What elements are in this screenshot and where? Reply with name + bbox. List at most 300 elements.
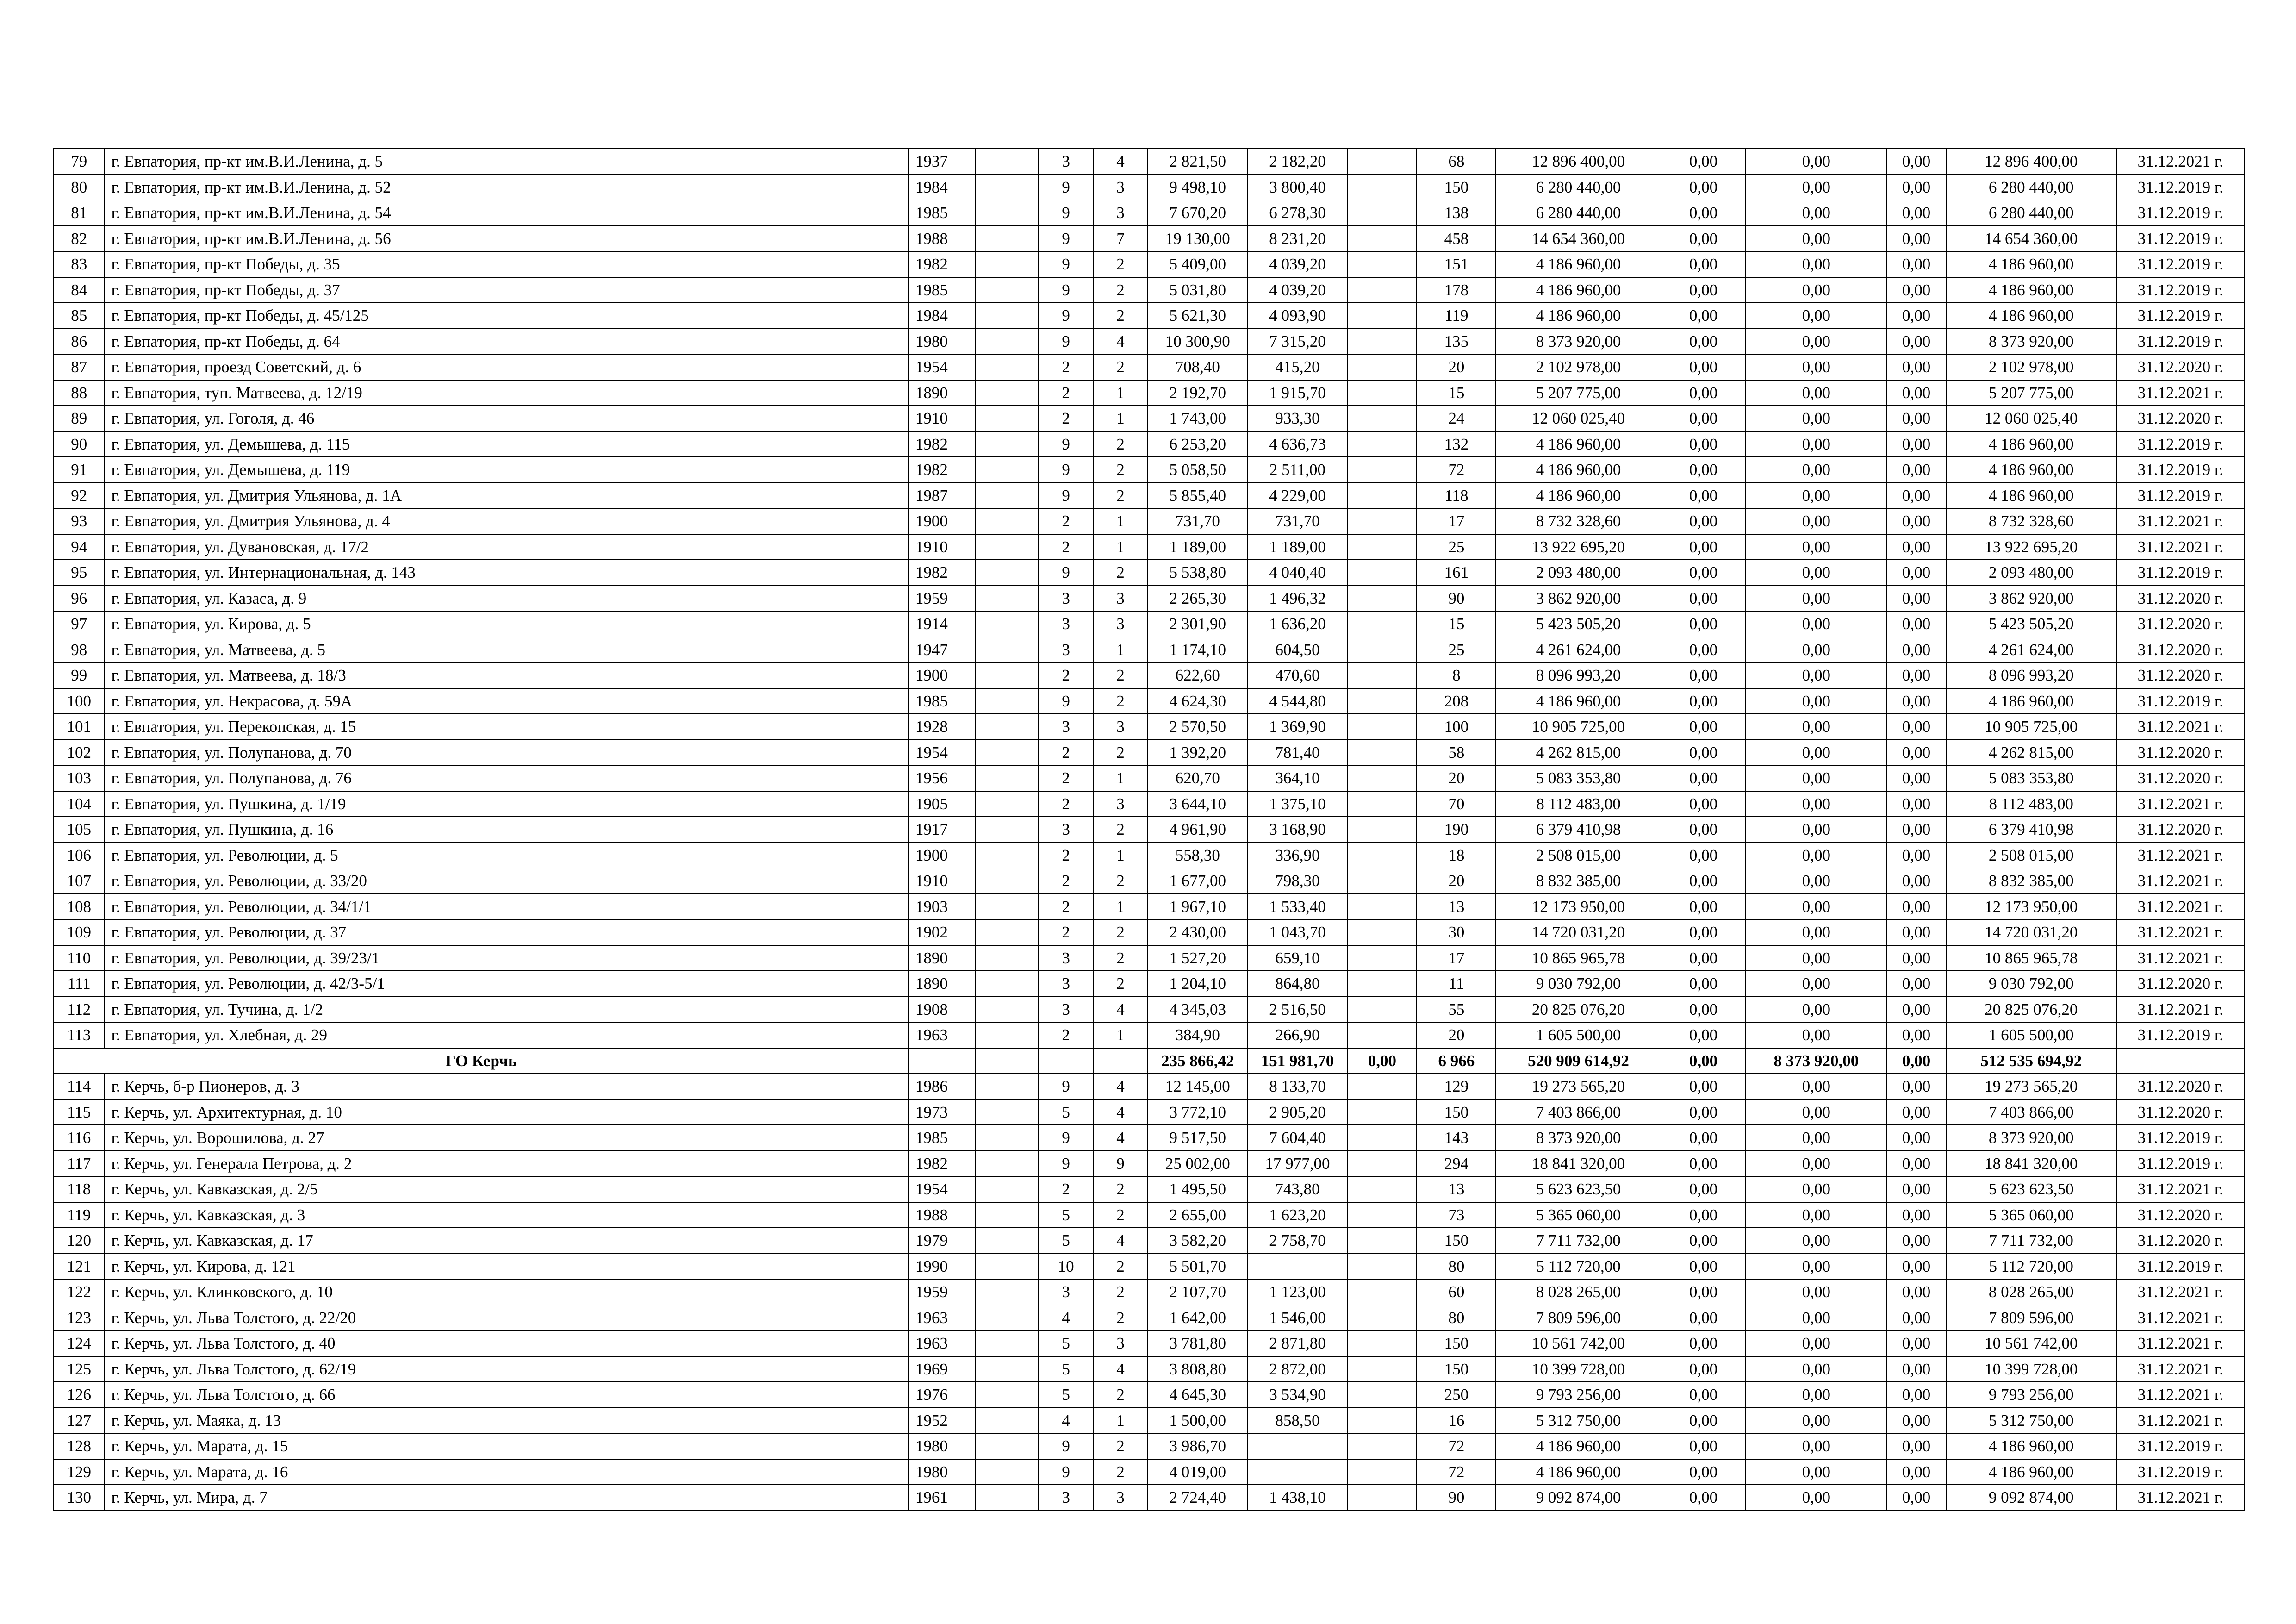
deadline-date-cell: 31.12.2019 г.	[2116, 277, 2245, 303]
table-row	[54, 354, 2245, 380]
amount-cell: 10 399 728,00	[1946, 1356, 2116, 1382]
year-cell: 1984	[908, 303, 975, 329]
table-row	[54, 431, 2245, 457]
blank-cell	[1347, 637, 1417, 663]
deadline-date-cell: 31.12.2021 г.	[2116, 1408, 2245, 1434]
residents-cell: 24	[1417, 406, 1496, 431]
row-number-cell: 116	[54, 1125, 104, 1151]
amount-cell: 4 186 960,00	[1946, 457, 2116, 483]
total-area-cell: 5 409,00	[1148, 251, 1248, 277]
blank-cell	[1347, 226, 1417, 252]
year-cell: 1903	[908, 894, 975, 920]
living-area-cell: 1 496,32	[1248, 586, 1348, 612]
deadline-date-cell: 31.12.2019 г.	[2116, 1433, 2245, 1459]
blank-cell	[1347, 1125, 1417, 1151]
entrances-cell: 4	[1093, 1099, 1148, 1125]
row-number-cell: 82	[54, 226, 104, 252]
amount-cell: 0,00	[1661, 380, 1746, 406]
table-row	[54, 1022, 2245, 1048]
amount-cell: 0,00	[1887, 149, 1946, 175]
residents-cell: 15	[1417, 380, 1496, 406]
amount-cell: 0,00	[1661, 971, 1746, 997]
year-cell: 1954	[908, 354, 975, 380]
amount-cell: 5 423 505,20	[1946, 611, 2116, 637]
amount-cell: 0,00	[1887, 1254, 1946, 1280]
address-cell: г. Евпатория, ул. Хлебная, д. 29	[104, 1022, 908, 1048]
amount-cell: 0,00	[1887, 1099, 1946, 1125]
amount-cell: 0,00	[1661, 1254, 1746, 1280]
amount-cell: 0,00	[1746, 354, 1886, 380]
living-area-cell: 8 231,20	[1248, 226, 1348, 252]
living-area-cell: 364,10	[1248, 765, 1348, 791]
amount-cell: 0,00	[1887, 1459, 1946, 1485]
amount-cell: 4 186 960,00	[1946, 303, 2116, 329]
year-cell: 1969	[908, 1356, 975, 1382]
deadline-date-cell: 31.12.2021 г.	[2116, 380, 2245, 406]
total-cost-cell: 8 373 920,00	[1496, 329, 1661, 355]
total-cost-cell: 4 186 960,00	[1496, 483, 1661, 509]
amount-cell: 0,00	[1746, 637, 1886, 663]
amount-cell: 0,00	[1661, 175, 1746, 200]
entrances-cell: 1	[1093, 508, 1148, 534]
blank-cell	[1347, 919, 1417, 945]
year-cell: 1954	[908, 740, 975, 766]
address-cell: г. Керчь, ул. Льва Толстого, д. 22/20	[104, 1305, 908, 1331]
total-cost-cell: 14 654 360,00	[1496, 226, 1661, 252]
living-area-cell: 2 872,00	[1248, 1356, 1348, 1382]
entrances-cell: 2	[1093, 740, 1148, 766]
blank-cell	[975, 843, 1039, 868]
deadline-date-cell: 31.12.2021 г.	[2116, 149, 2245, 175]
blank-cell	[1347, 1485, 1417, 1511]
living-area-cell: 1 915,70	[1248, 380, 1348, 406]
entrances-cell: 4	[1093, 997, 1148, 1023]
entrances-cell: 1	[1093, 894, 1148, 920]
total-area-cell: 4 645,30	[1148, 1382, 1248, 1408]
blank-cell	[1347, 1228, 1417, 1254]
living-area-cell: 3 168,90	[1248, 817, 1348, 843]
blank-cell	[1347, 945, 1417, 971]
residents-cell: 20	[1417, 765, 1496, 791]
blank-cell	[975, 406, 1039, 431]
table-row	[54, 791, 2245, 817]
amount-cell: 0,00	[1746, 843, 1886, 868]
address-cell: г. Евпатория, ул. Революции, д. 34/1/1	[104, 894, 908, 920]
total-area-cell: 3 644,10	[1148, 791, 1248, 817]
deadline-date-cell: 31.12.2020 г.	[2116, 817, 2245, 843]
floors-cell: 3	[1039, 611, 1093, 637]
blank-cell	[1347, 1305, 1417, 1331]
amount-cell: 0,00	[1746, 919, 1886, 945]
address-cell: г. Евпатория, ул. Тучина, д. 1/2	[104, 997, 908, 1023]
address-cell: г. Евпатория, пр-кт им.В.И.Ленина, д. 54	[104, 200, 908, 226]
floors-cell: 2	[1039, 406, 1093, 431]
amount-cell: 6 280 440,00	[1946, 200, 2116, 226]
floors-cell: 3	[1039, 997, 1093, 1023]
row-number-cell: 95	[54, 560, 104, 586]
total-cost-cell: 12 173 950,00	[1496, 894, 1661, 920]
entrances-cell: 3	[1093, 175, 1148, 200]
amount-cell: 12 173 950,00	[1946, 894, 2116, 920]
total-area-cell: 3 808,80	[1148, 1356, 1248, 1382]
table-row	[54, 765, 2245, 791]
amount-cell: 0,00	[1661, 740, 1746, 766]
living-area-cell: 4 040,40	[1248, 560, 1348, 586]
blank-cell	[975, 226, 1039, 252]
deadline-date-cell: 31.12.2021 г.	[2116, 894, 2245, 920]
floors-cell: 5	[1039, 1228, 1093, 1254]
amount-cell: 0,00	[1746, 945, 1886, 971]
amount-cell: 5 083 353,80	[1946, 765, 2116, 791]
total-area-cell: 1 174,10	[1148, 637, 1248, 663]
blank-cell	[975, 149, 1039, 175]
amount-cell: 5 207 775,00	[1946, 380, 2116, 406]
address-cell: г. Евпатория, пр-кт Победы, д. 35	[104, 251, 908, 277]
row-number-cell: 127	[54, 1408, 104, 1434]
residents-cell: 20	[1417, 1022, 1496, 1048]
year-cell: 1982	[908, 431, 975, 457]
year-cell: 1986	[908, 1074, 975, 1099]
address-cell: г. Керчь, ул. Льва Толстого, д. 40	[104, 1330, 908, 1356]
year-cell: 1902	[908, 919, 975, 945]
residents-cell: 80	[1417, 1254, 1496, 1280]
amount-cell: 0,00	[1661, 251, 1746, 277]
entrances-cell: 2	[1093, 688, 1148, 714]
entrances-cell: 2	[1093, 1305, 1148, 1331]
address-cell: г. Евпатория, ул. Революции, д. 42/3-5/1	[104, 971, 908, 997]
living-area-cell: 1 123,00	[1248, 1279, 1348, 1305]
blank-cell	[1347, 1099, 1417, 1125]
living-area-cell	[1248, 1254, 1348, 1280]
amount-cell: 0,00	[1887, 817, 1946, 843]
total-cost-cell: 10 905 725,00	[1496, 714, 1661, 740]
total-area-cell: 2 724,40	[1148, 1485, 1248, 1511]
amount-cell: 0,00	[1661, 560, 1746, 586]
blank-cell	[1347, 843, 1417, 868]
table-row	[54, 277, 2245, 303]
deadline-date-cell: 31.12.2021 г.	[2116, 945, 2245, 971]
year-cell: 1980	[908, 1433, 975, 1459]
residents-cell: 72	[1417, 1433, 1496, 1459]
total-cost-cell: 6 280 440,00	[1496, 175, 1661, 200]
living-area-cell	[1248, 1433, 1348, 1459]
amount-cell: 0,00	[1746, 457, 1886, 483]
residents-cell: 190	[1417, 817, 1496, 843]
blank-cell	[1347, 971, 1417, 997]
amount-cell: 10 865 965,78	[1946, 945, 2116, 971]
total-cost-cell: 10 561 742,00	[1496, 1330, 1661, 1356]
entrances-cell: 3	[1093, 611, 1148, 637]
total-area-cell: 1 527,20	[1148, 945, 1248, 971]
amount-cell: 6 379 410,98	[1946, 817, 2116, 843]
blank-cell	[975, 1022, 1039, 1048]
entrances-cell: 2	[1093, 1459, 1148, 1485]
row-number-cell: 123	[54, 1305, 104, 1331]
living-area-cell: 743,80	[1248, 1176, 1348, 1202]
floors-cell: 9	[1039, 329, 1093, 355]
address-cell: г. Евпатория, ул. Некрасова, д. 59А	[104, 688, 908, 714]
amount-cell: 0,00	[1887, 431, 1946, 457]
amount-cell: 0,00	[1887, 277, 1946, 303]
floors-cell: 9	[1039, 431, 1093, 457]
amount-cell: 1 605 500,00	[1946, 1022, 2116, 1048]
total-cost-cell: 6 280 440,00	[1496, 200, 1661, 226]
housing-register-table	[53, 148, 2245, 1511]
total-cost-cell: 2 093 480,00	[1496, 560, 1661, 586]
amount-cell: 0,00	[1661, 354, 1746, 380]
year-cell: 1980	[908, 1459, 975, 1485]
table-row	[54, 1074, 2245, 1099]
total-cost-cell: 10 865 965,78	[1496, 945, 1661, 971]
group-blank-cell: 0,00	[1347, 1048, 1417, 1074]
row-number-cell: 126	[54, 1382, 104, 1408]
amount-cell: 8 112 483,00	[1946, 791, 2116, 817]
residents-cell: 58	[1417, 740, 1496, 766]
table-row	[54, 560, 2245, 586]
total-cost-cell: 12 060 025,40	[1496, 406, 1661, 431]
residents-cell: 17	[1417, 508, 1496, 534]
total-area-cell: 1 500,00	[1148, 1408, 1248, 1434]
blank-cell	[975, 251, 1039, 277]
deadline-date-cell: 31.12.2019 г.	[2116, 688, 2245, 714]
living-area-cell: 858,50	[1248, 1408, 1348, 1434]
address-cell: г. Евпатория, ул. Демышева, д. 119	[104, 457, 908, 483]
amount-cell: 0,00	[1746, 1459, 1886, 1485]
residents-cell: 250	[1417, 1382, 1496, 1408]
amount-cell: 0,00	[1746, 329, 1886, 355]
floors-cell: 2	[1039, 843, 1093, 868]
total-cost-cell: 12 896 400,00	[1496, 149, 1661, 175]
blank-cell	[975, 431, 1039, 457]
entrances-cell: 2	[1093, 277, 1148, 303]
deadline-date-cell: 31.12.2019 г.	[2116, 483, 2245, 509]
table-row	[54, 1408, 2245, 1434]
blank-cell	[975, 534, 1039, 560]
year-cell: 1982	[908, 560, 975, 586]
address-cell: г. Евпатория, ул. Перекопская, д. 15	[104, 714, 908, 740]
amount-cell: 0,00	[1661, 1382, 1746, 1408]
living-area-cell: 3 800,40	[1248, 175, 1348, 200]
amount-cell: 0,00	[1661, 868, 1746, 894]
entrances-cell: 2	[1093, 560, 1148, 586]
living-area-cell: 1 438,10	[1248, 1485, 1348, 1511]
row-number-cell: 103	[54, 765, 104, 791]
amount-cell: 0,00	[1661, 149, 1746, 175]
residents-cell: 11	[1417, 971, 1496, 997]
amount-cell: 0,00	[1746, 175, 1886, 200]
total-cost-cell: 5 423 505,20	[1496, 611, 1661, 637]
amount-cell: 0,00	[1887, 714, 1946, 740]
amount-cell: 4 186 960,00	[1946, 483, 2116, 509]
deadline-date-cell: 31.12.2021 г.	[2116, 508, 2245, 534]
amount-cell: 0,00	[1661, 997, 1746, 1023]
address-cell: г. Керчь, ул. Мира, д. 7	[104, 1485, 908, 1511]
total-cost-cell: 4 186 960,00	[1496, 457, 1661, 483]
deadline-date-cell: 31.12.2019 г.	[2116, 251, 2245, 277]
amount-cell: 0,00	[1746, 1202, 1886, 1228]
amount-cell: 9 793 256,00	[1946, 1382, 2116, 1408]
total-area-cell: 4 019,00	[1148, 1459, 1248, 1485]
address-cell: г. Керчь, ул. Клинковского, д. 10	[104, 1279, 908, 1305]
amount-cell: 0,00	[1887, 611, 1946, 637]
blank-cell	[975, 303, 1039, 329]
residents-cell: 138	[1417, 200, 1496, 226]
blank-cell	[1347, 1074, 1417, 1099]
year-cell: 1982	[908, 251, 975, 277]
amount-cell: 0,00	[1661, 1202, 1746, 1228]
row-number-cell: 99	[54, 662, 104, 688]
table-row	[54, 1202, 2245, 1228]
floors-cell: 2	[1039, 791, 1093, 817]
blank-cell	[1347, 1022, 1417, 1048]
blank-cell	[975, 329, 1039, 355]
amount-cell: 0,00	[1746, 149, 1886, 175]
amount-cell: 0,00	[1887, 226, 1946, 252]
address-cell: г. Евпатория, пр-кт им.В.И.Ленина, д. 5	[104, 149, 908, 175]
amount-cell: 2 508 015,00	[1946, 843, 2116, 868]
amount-cell: 0,00	[1746, 200, 1886, 226]
group-blank-cell	[975, 1048, 1039, 1074]
total-area-cell: 7 670,20	[1148, 200, 1248, 226]
table-row	[54, 1305, 2245, 1331]
entrances-cell: 2	[1093, 431, 1148, 457]
group-name-cell: ГО Керчь	[54, 1048, 908, 1074]
row-number-cell: 105	[54, 817, 104, 843]
floors-cell: 5	[1039, 1202, 1093, 1228]
entrances-cell: 4	[1093, 149, 1148, 175]
blank-cell	[1347, 997, 1417, 1023]
deadline-date-cell: 31.12.2019 г.	[2116, 303, 2245, 329]
living-area-cell: 2 182,20	[1248, 149, 1348, 175]
table-row	[54, 380, 2245, 406]
deadline-date-cell: 31.12.2020 г.	[2116, 637, 2245, 663]
living-area-cell: 1 636,20	[1248, 611, 1348, 637]
blank-cell	[1347, 817, 1417, 843]
address-cell: г. Евпатория, пр-кт Победы, д. 37	[104, 277, 908, 303]
total-cost-cell: 7 809 596,00	[1496, 1305, 1661, 1331]
address-cell: г. Евпатория, туп. Матвеева, д. 12/19	[104, 380, 908, 406]
residents-cell: 25	[1417, 637, 1496, 663]
entrances-cell: 2	[1093, 1176, 1148, 1202]
blank-cell	[1347, 1382, 1417, 1408]
amount-cell: 0,00	[1746, 765, 1886, 791]
floors-cell: 2	[1039, 1022, 1093, 1048]
floors-cell: 2	[1039, 765, 1093, 791]
deadline-date-cell: 31.12.2020 г.	[2116, 1202, 2245, 1228]
amount-cell: 10 905 725,00	[1946, 714, 2116, 740]
total-area-cell: 558,30	[1148, 843, 1248, 868]
floors-cell: 2	[1039, 1176, 1093, 1202]
row-number-cell: 92	[54, 483, 104, 509]
row-number-cell: 110	[54, 945, 104, 971]
amount-cell: 0,00	[1746, 406, 1886, 431]
row-number-cell: 86	[54, 329, 104, 355]
living-area-cell: 4 229,00	[1248, 483, 1348, 509]
row-number-cell: 119	[54, 1202, 104, 1228]
table-row	[54, 175, 2245, 200]
floors-cell: 9	[1039, 560, 1093, 586]
year-cell: 1976	[908, 1382, 975, 1408]
year-cell: 1980	[908, 329, 975, 355]
total-cost-cell: 13 922 695,20	[1496, 534, 1661, 560]
living-area-cell: 2 516,50	[1248, 997, 1348, 1023]
row-number-cell: 108	[54, 894, 104, 920]
year-cell: 1959	[908, 1279, 975, 1305]
address-cell: г. Евпатория, ул. Полупанова, д. 76	[104, 765, 908, 791]
floors-cell: 2	[1039, 354, 1093, 380]
deadline-date-cell: 31.12.2021 г.	[2116, 868, 2245, 894]
amount-cell: 0,00	[1661, 586, 1746, 612]
living-area-cell: 604,50	[1248, 637, 1348, 663]
entrances-cell: 2	[1093, 1202, 1148, 1228]
address-cell: г. Евпатория, ул. Дувановская, д. 17/2	[104, 534, 908, 560]
living-area-cell: 8 133,70	[1248, 1074, 1348, 1099]
table-row	[54, 919, 2245, 945]
amount-cell: 4 186 960,00	[1946, 251, 2116, 277]
address-cell: г. Евпатория, ул. Полупанова, д. 70	[104, 740, 908, 766]
entrances-cell: 1	[1093, 380, 1148, 406]
amount-cell: 5 112 720,00	[1946, 1254, 2116, 1280]
amount-cell: 0,00	[1661, 843, 1746, 868]
address-cell: г. Керчь, б-р Пионеров, д. 3	[104, 1074, 908, 1099]
row-number-cell: 83	[54, 251, 104, 277]
total-area-cell: 5 501,70	[1148, 1254, 1248, 1280]
table-row	[54, 329, 2245, 355]
blank-cell	[975, 740, 1039, 766]
deadline-date-cell: 31.12.2019 г.	[2116, 1151, 2245, 1177]
entrances-cell: 1	[1093, 534, 1148, 560]
table-row	[54, 586, 2245, 612]
residents-cell: 178	[1417, 277, 1496, 303]
total-cost-cell: 4 186 960,00	[1496, 431, 1661, 457]
year-cell: 1947	[908, 637, 975, 663]
entrances-cell: 7	[1093, 226, 1148, 252]
floors-cell: 4	[1039, 1408, 1093, 1434]
deadline-date-cell: 31.12.2019 г.	[2116, 329, 2245, 355]
blank-cell	[1347, 354, 1417, 380]
residents-cell: 13	[1417, 1176, 1496, 1202]
amount-cell: 0,00	[1746, 1408, 1886, 1434]
entrances-cell: 1	[1093, 637, 1148, 663]
table-row	[54, 611, 2245, 637]
blank-cell	[1347, 714, 1417, 740]
blank-cell	[975, 1330, 1039, 1356]
total-cost-cell: 7 711 732,00	[1496, 1228, 1661, 1254]
year-cell: 1917	[908, 817, 975, 843]
total-area-cell: 2 301,90	[1148, 611, 1248, 637]
living-area-cell: 266,90	[1248, 1022, 1348, 1048]
total-area-cell: 1 967,10	[1148, 894, 1248, 920]
blank-cell	[1347, 894, 1417, 920]
amount-cell: 0,00	[1746, 508, 1886, 534]
year-cell: 1890	[908, 380, 975, 406]
table-row	[54, 200, 2245, 226]
amount-cell: 0,00	[1746, 534, 1886, 560]
entrances-cell: 2	[1093, 251, 1148, 277]
residents-cell: 90	[1417, 1485, 1496, 1511]
amount-cell: 0,00	[1887, 175, 1946, 200]
amount-cell: 0,00	[1746, 483, 1886, 509]
amount-cell: 0,00	[1661, 1356, 1746, 1382]
amount-cell: 0,00	[1746, 740, 1886, 766]
total-cost-cell: 5 112 720,00	[1496, 1254, 1661, 1280]
group-residents-cell: 6 966	[1417, 1048, 1496, 1074]
amount-cell: 0,00	[1746, 1125, 1886, 1151]
year-cell: 1984	[908, 175, 975, 200]
entrances-cell: 3	[1093, 1485, 1148, 1511]
residents-cell: 68	[1417, 149, 1496, 175]
blank-cell	[975, 637, 1039, 663]
